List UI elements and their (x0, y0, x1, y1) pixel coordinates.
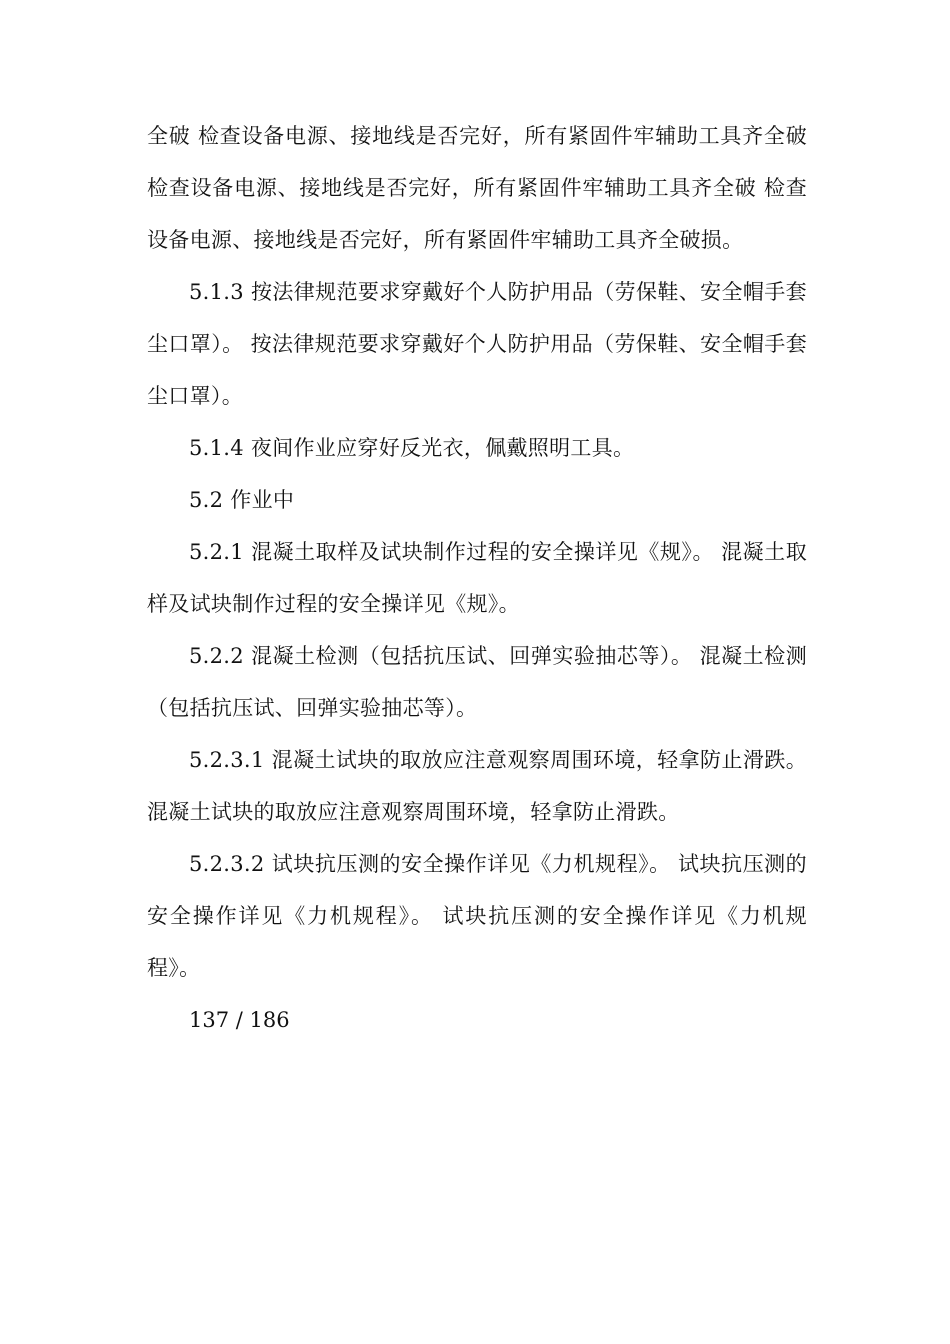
paragraph-5-2-1: 5.2.1 混凝土取样及试块制作过程的安全操详见《规》。 混凝土取样及试块制作过程的安全操详见《规》。 (147, 540, 807, 616)
paragraph-5-2-3-1: 5.2.3.1 混凝土试块的取放应注意观察周围环境，轻拿防止滑跌。 混凝土试块的取放应注意观察周围环境，轻拿防止滑跌。 (147, 748, 807, 824)
paragraph-5-2-3-2: 5.2.3.2 试块抗压测的安全操作详见《力机规程》。 试块抗压测的安全操作详见《力机规程》。 试块抗压测的安全操作详见《力机规程》。 (147, 852, 807, 980)
paragraph-5-1-4: 5.1.4 夜间作业应穿好反光衣，佩戴照明工具。 (189, 436, 635, 460)
paragraph-5-2-2: 5.2.2 混凝土检测（包括抗压试、回弹实验抽芯等）。 混凝土检测（包括抗压试、回弹实验抽芯等）。 (147, 644, 807, 720)
section-heading-5-2: 5.2 作业中 (189, 488, 295, 512)
document-page (147, 110, 807, 1046)
page-number: 137 / 186 (189, 1008, 290, 1032)
paragraph-1: 全破 检查设备电源、接地线是否完好，所有紧固件牢辅助工具齐全破 检查设备电源、接地线是否完好，所有紧固件牢辅助工具齐全破 检查设备电源、接地线是否完好，所有紧固件牢辅助工具齐全破损。 (147, 124, 807, 252)
paragraph-5-1-3: 5.1.3 按法律规范要求穿戴好个人防护用品（劳保鞋、安全帽手套尘口罩）。 按法律规范要求穿戴好个人防护用品（劳保鞋、安全帽手套尘口罩）。 (147, 280, 807, 408)
